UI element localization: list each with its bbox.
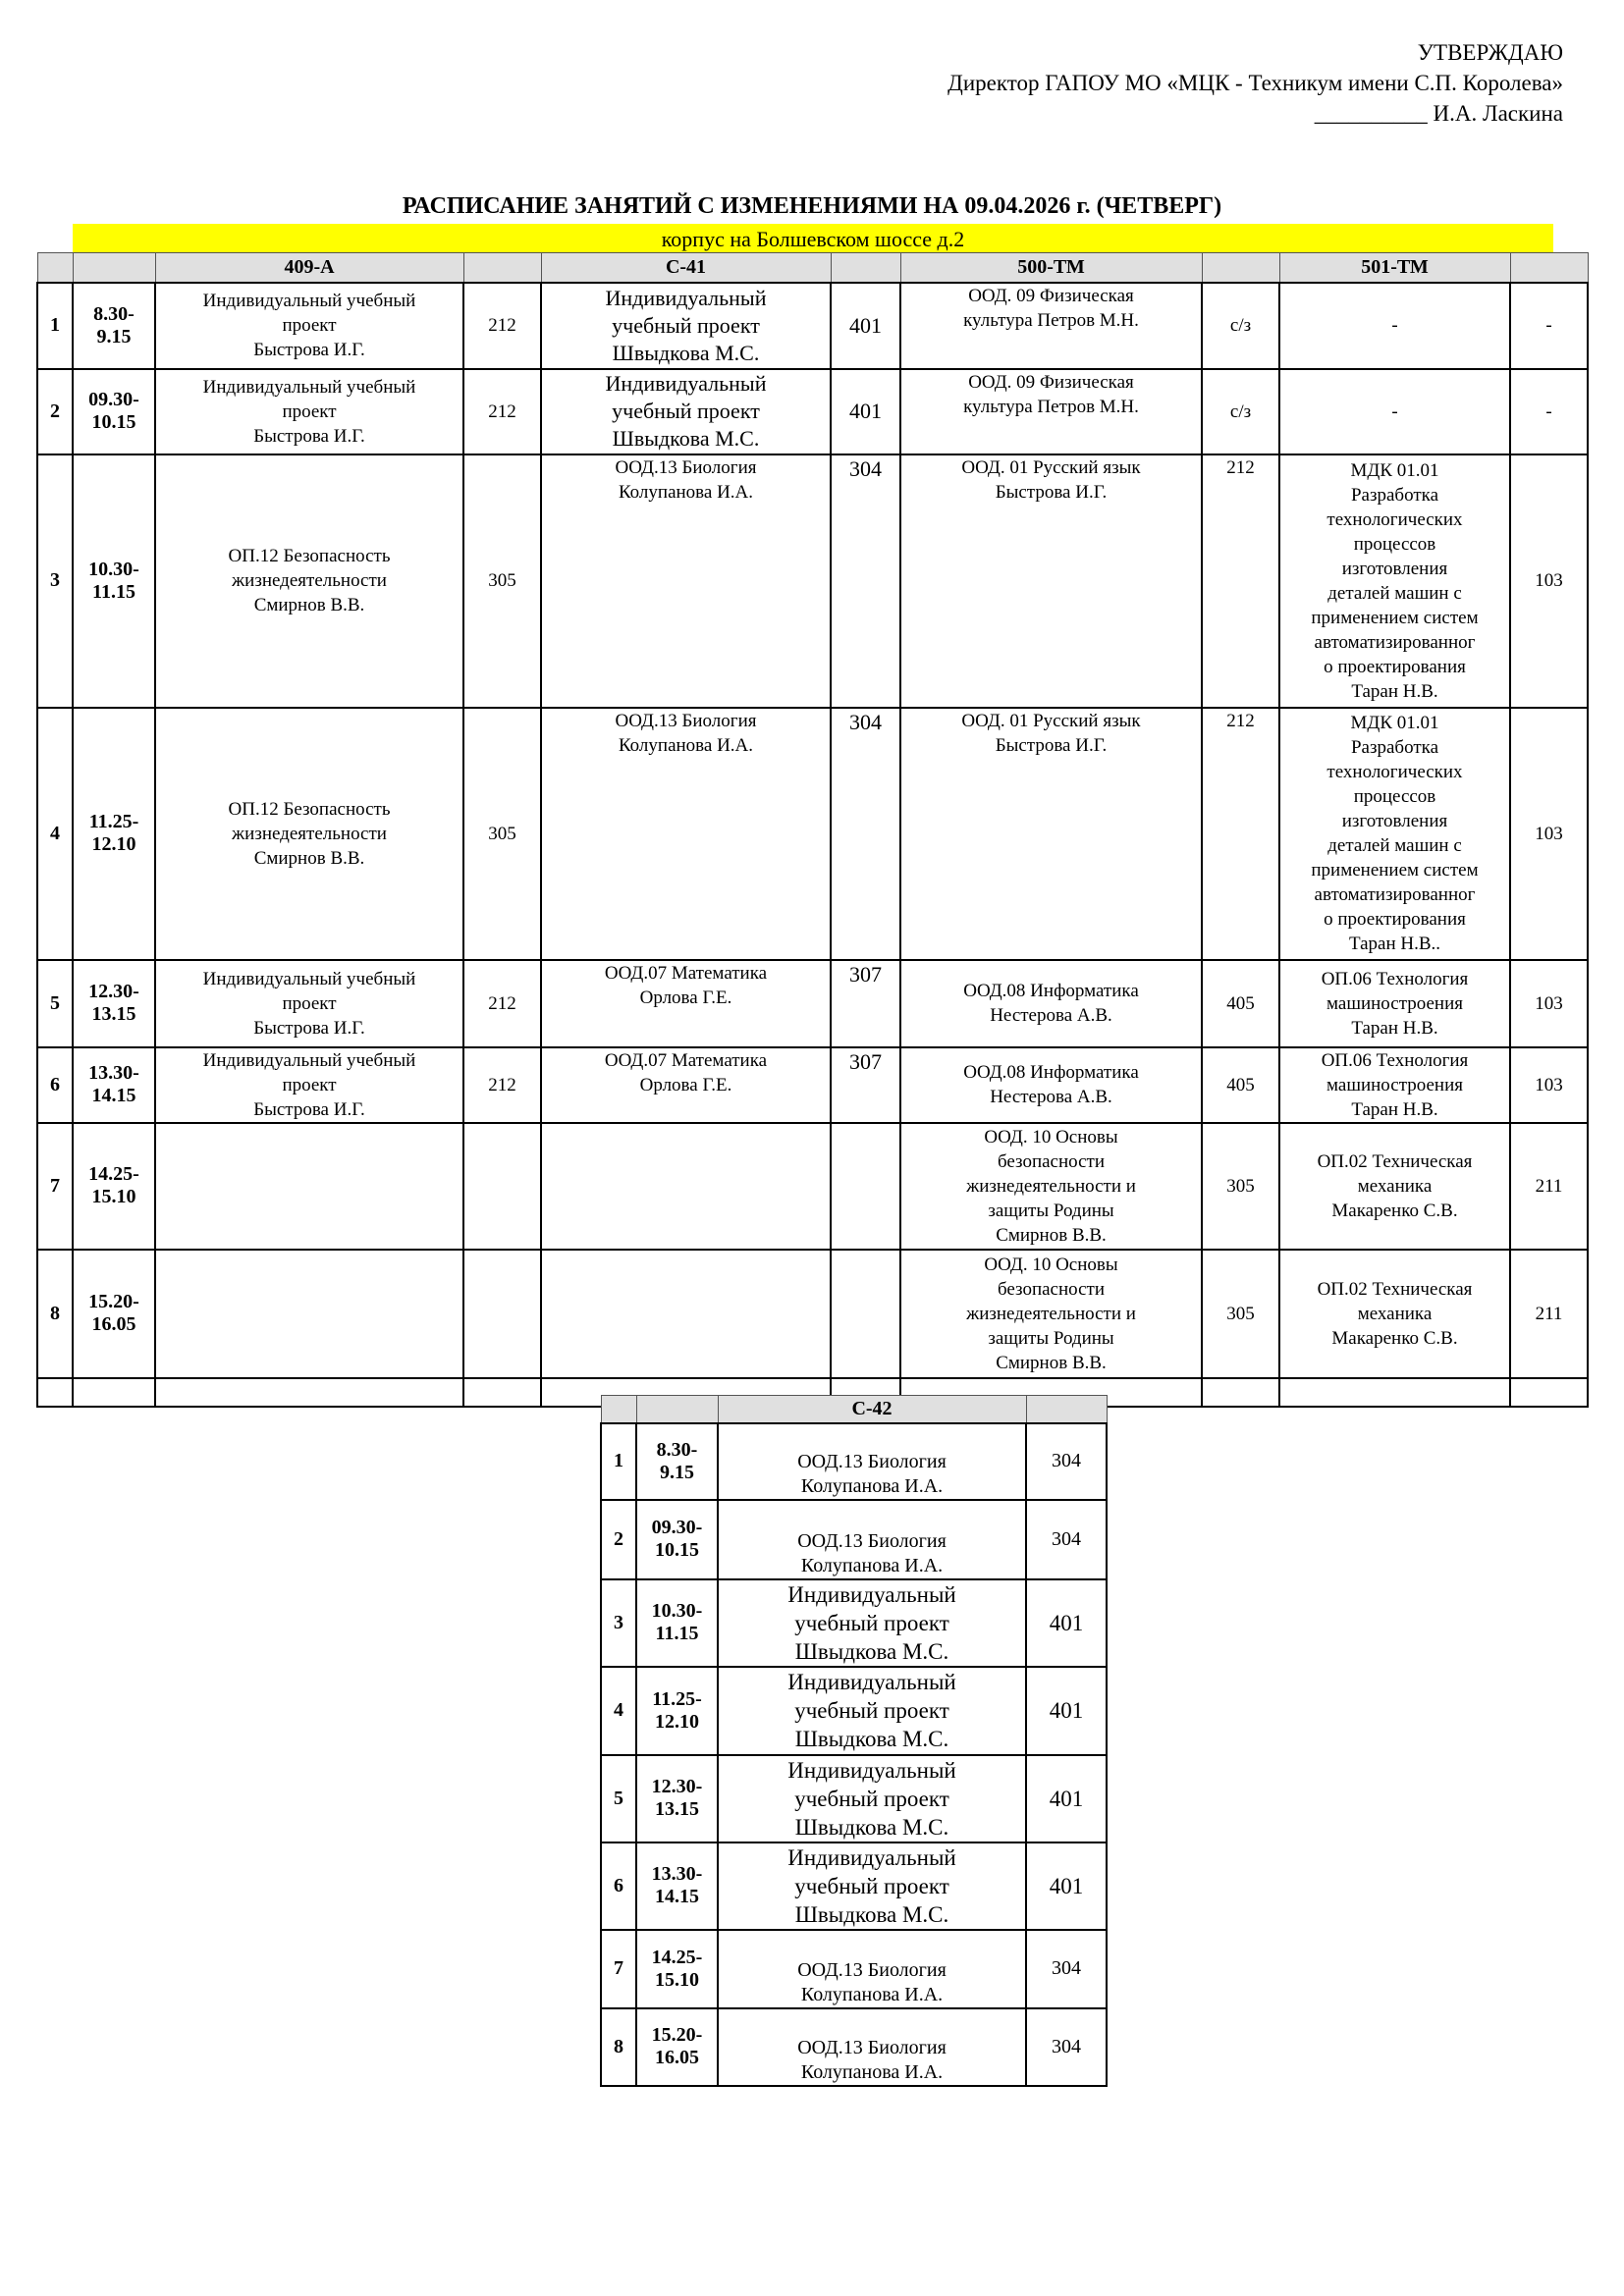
schedule-row [601, 1500, 1107, 1579]
lesson-c41: ООД.07 Математика Орлова Г.Е. [541, 960, 831, 1047]
schedule-row [601, 1755, 1107, 1842]
schedule-row [37, 1047, 1588, 1123]
room-500tm: 305 [1202, 1123, 1279, 1250]
lesson-number: 4 [37, 708, 73, 960]
group-header: 501-ТМ [1279, 253, 1510, 283]
header-blank [1202, 253, 1279, 283]
schedule-row [601, 2008, 1107, 2086]
lesson-c41: Индивидуальный учебный проект Швыдкова М.С. [541, 369, 831, 454]
lesson-c42: ООД.13 Биология Колупанова И.А. [718, 1423, 1026, 1500]
lesson-500tm: ООД. 09 Физическая культура Петров М.Н. [900, 283, 1202, 369]
room-501tm: 211 [1510, 1123, 1588, 1250]
room-500tm: с/з [1202, 369, 1279, 454]
schedule-row [601, 1423, 1107, 1500]
room-501tm: 103 [1510, 454, 1588, 708]
lesson-number: 5 [37, 960, 73, 1047]
lesson-number: 7 [601, 1930, 636, 2008]
room-409a: 212 [463, 283, 541, 369]
schedule-row [601, 1842, 1107, 1930]
lesson-c41: ООД.13 Биология Колупанова И.А. [541, 708, 831, 960]
room-501tm: 211 [1510, 1250, 1588, 1378]
lesson-time: 10.30- 11.15 [636, 1579, 718, 1667]
lesson-501tm: - [1279, 369, 1510, 454]
room-409a: 212 [463, 369, 541, 454]
page-title: РАСПИСАНИЕ ЗАНЯТИЙ С ИЗМЕНЕНИЯМИ НА 09.04.2026 г. (ЧЕТВЕРГ) [402, 193, 1222, 219]
header-blank [1026, 1396, 1107, 1423]
lesson-time: 09.30- 10.15 [636, 1500, 718, 1579]
room-500tm: 212 [1202, 708, 1279, 960]
lesson-409a: ОП.12 Безопасность жизнедеятельности Смирнов В.В. [155, 708, 463, 960]
lesson-c41: Индивидуальный учебный проект Швыдкова М.С. [541, 283, 831, 369]
lesson-c41 [541, 1250, 831, 1378]
room-c41: 307 [831, 1047, 900, 1123]
header-blank [37, 253, 73, 283]
lesson-c41: ООД.07 Математика Орлова Г.Е. [541, 1047, 831, 1123]
lesson-time: 09.30- 10.15 [73, 369, 155, 454]
schedule-row [37, 1250, 1588, 1378]
lesson-time: 15.20- 16.05 [636, 2008, 718, 2086]
lesson-time: 13.30- 14.15 [636, 1842, 718, 1930]
lesson-409a: Индивидуальный учебный проект Быстрова И.Г. [155, 369, 463, 454]
schedule-row [37, 1123, 1588, 1250]
lesson-time: 15.20- 16.05 [73, 1250, 155, 1378]
lesson-409a [155, 1250, 463, 1378]
room-501tm: - [1510, 369, 1588, 454]
group-header: 500-ТМ [900, 253, 1202, 283]
lesson-time: 12.30- 13.15 [636, 1755, 718, 1842]
lesson-500tm: ООД. 09 Физическая культура Петров М.Н. [900, 369, 1202, 454]
lesson-409a: ОП.12 Безопасность жизнедеятельности Смирнов В.В. [155, 454, 463, 708]
lesson-500tm: ООД. 01 Русский язык Быстрова И.Г. [900, 454, 1202, 708]
empty-cell [155, 1378, 463, 1407]
room-409a: 212 [463, 960, 541, 1047]
lesson-409a: Индивидуальный учебный проект Быстрова И.Г. [155, 283, 463, 369]
lesson-time: 14.25- 15.10 [636, 1930, 718, 2008]
lesson-c42: Индивидуальный учебный проект Швыдкова М.С. [718, 1755, 1026, 1842]
approval-signature: __________ И.А. Ласкина [1314, 101, 1563, 126]
header-blank [831, 253, 900, 283]
room-409a [463, 1123, 541, 1250]
room-501tm: 103 [1510, 708, 1588, 960]
lesson-time: 11.25- 12.10 [636, 1667, 718, 1755]
room-c42: 304 [1026, 2008, 1107, 2086]
room-500tm: 405 [1202, 960, 1279, 1047]
lesson-501tm: - [1279, 283, 1510, 369]
empty-cell [1279, 1378, 1510, 1407]
schedule-row [37, 283, 1588, 369]
lesson-time: 11.25- 12.10 [73, 708, 155, 960]
empty-cell [73, 1378, 155, 1407]
header-blank [1510, 253, 1588, 283]
lesson-number: 8 [37, 1250, 73, 1378]
lesson-500tm: ООД. 01 Русский язык Быстрова И.Г. [900, 708, 1202, 960]
lesson-c41 [541, 1123, 831, 1250]
empty-cell [1510, 1378, 1588, 1407]
room-c41 [831, 1250, 900, 1378]
c42-schedule-table [600, 1395, 1108, 2087]
schedule-row [37, 454, 1588, 708]
lesson-c42: ООД.13 Биология Колупанова И.А. [718, 1500, 1026, 1579]
schedule-row [37, 960, 1588, 1047]
lesson-409a: Индивидуальный учебный проект Быстрова И.Г. [155, 960, 463, 1047]
room-c42: 401 [1026, 1842, 1107, 1930]
room-500tm: с/з [1202, 283, 1279, 369]
room-501tm: 103 [1510, 960, 1588, 1047]
schedule-row [37, 708, 1588, 960]
room-409a: 305 [463, 708, 541, 960]
building-banner: корпус на Болшевском шоссе д.2 [73, 224, 1553, 252]
lesson-c42: Индивидуальный учебный проект Швыдкова М.С. [718, 1667, 1026, 1755]
lesson-number: 6 [601, 1842, 636, 1930]
room-c41: 304 [831, 708, 900, 960]
lesson-number: 1 [601, 1423, 636, 1500]
lesson-501tm: МДК 01.01 Разработка технологических процессов изготовления деталей машин с применением систем автоматизированног о проектирования Таран Н.В.. [1279, 708, 1510, 960]
lesson-501tm: ОП.02 Техническая механика Макаренко С.В. [1279, 1250, 1510, 1378]
room-c42: 304 [1026, 1500, 1107, 1579]
lesson-c42: ООД.13 Биология Колупанова И.А. [718, 2008, 1026, 2086]
lesson-501tm: ОП.02 Техническая механика Макаренко С.В. [1279, 1123, 1510, 1250]
lesson-500tm: ООД.08 Информатика Нестерова А.В. [900, 960, 1202, 1047]
lesson-500tm: ООД. 10 Основы безопасности жизнедеятельности и защиты Родины Смирнов В.В. [900, 1123, 1202, 1250]
lesson-number: 3 [37, 454, 73, 708]
lesson-c42: ООД.13 Биология Колупанова И.А. [718, 1930, 1026, 2008]
empty-cell [463, 1378, 541, 1407]
room-500tm: 305 [1202, 1250, 1279, 1378]
room-c41: 401 [831, 283, 900, 369]
lesson-501tm: МДК 01.01 Разработка технологических процессов изготовления деталей машин с применением систем автоматизированног о проектирования Таран Н.В. [1279, 454, 1510, 708]
room-501tm: 103 [1510, 1047, 1588, 1123]
lesson-501tm: ОП.06 Технология машиностроения Таран Н.В. [1279, 960, 1510, 1047]
room-c41: 401 [831, 369, 900, 454]
lesson-number: 3 [601, 1579, 636, 1667]
lesson-time: 8.30- 9.15 [636, 1423, 718, 1500]
lesson-c42: Индивидуальный учебный проект Швыдкова М.С. [718, 1842, 1026, 1930]
schedule-row [601, 1667, 1107, 1755]
group-header: С-41 [541, 253, 831, 283]
schedule-row [601, 1930, 1107, 2008]
lesson-time: 14.25- 15.10 [73, 1123, 155, 1250]
lesson-409a: Индивидуальный учебный проект Быстрова И.Г. [155, 1047, 463, 1123]
lesson-number: 6 [37, 1047, 73, 1123]
header-blank [636, 1396, 718, 1423]
room-409a: 305 [463, 454, 541, 708]
room-c42: 401 [1026, 1755, 1107, 1842]
lesson-time: 8.30- 9.15 [73, 283, 155, 369]
lesson-409a [155, 1123, 463, 1250]
room-c42: 304 [1026, 1423, 1107, 1500]
schedule-row [37, 369, 1588, 454]
group-header-row [37, 253, 1588, 283]
room-c41 [831, 1123, 900, 1250]
room-c42: 401 [1026, 1579, 1107, 1667]
room-409a [463, 1250, 541, 1378]
room-c41: 307 [831, 960, 900, 1047]
lesson-500tm: ООД.08 Информатика Нестерова А.В. [900, 1047, 1202, 1123]
approval-block [947, 37, 1563, 129]
lesson-c41: ООД.13 Биология Колупанова И.А. [541, 454, 831, 708]
header-blank [73, 253, 155, 283]
lesson-number: 2 [601, 1500, 636, 1579]
group-header: С-42 [718, 1396, 1026, 1423]
empty-cell [1202, 1378, 1279, 1407]
approval-heading: УТВЕРЖДАЮ [1417, 40, 1563, 65]
lesson-500tm: ООД. 10 Основы безопасности жизнедеятельности и защиты Родины Смирнов В.В. [900, 1250, 1202, 1378]
schedule-row [601, 1579, 1107, 1667]
lesson-501tm: ОП.06 Технология машиностроения Таран Н.В. [1279, 1047, 1510, 1123]
lesson-number: 7 [37, 1123, 73, 1250]
lesson-number: 2 [37, 369, 73, 454]
lesson-time: 12.30- 13.15 [73, 960, 155, 1047]
approval-director: Директор ГАПОУ МО «МЦК - Техникум имени С.П. Королева» [947, 71, 1563, 95]
lesson-number: 4 [601, 1667, 636, 1755]
lesson-number: 1 [37, 283, 73, 369]
empty-cell [37, 1378, 73, 1407]
lesson-number: 8 [601, 2008, 636, 2086]
main-schedule-table [36, 252, 1589, 1408]
lesson-number: 5 [601, 1755, 636, 1842]
lesson-c42: Индивидуальный учебный проект Швыдкова М.С. [718, 1579, 1026, 1667]
group-header: 409-А [155, 253, 463, 283]
room-500tm: 212 [1202, 454, 1279, 708]
room-c42: 401 [1026, 1667, 1107, 1755]
room-c42: 304 [1026, 1930, 1107, 2008]
header-blank [463, 253, 541, 283]
lesson-time: 13.30- 14.15 [73, 1047, 155, 1123]
room-409a: 212 [463, 1047, 541, 1123]
group-header-row [601, 1396, 1107, 1423]
header-blank [601, 1396, 636, 1423]
room-501tm: - [1510, 283, 1588, 369]
room-500tm: 405 [1202, 1047, 1279, 1123]
room-c41: 304 [831, 454, 900, 708]
lesson-time: 10.30- 11.15 [73, 454, 155, 708]
